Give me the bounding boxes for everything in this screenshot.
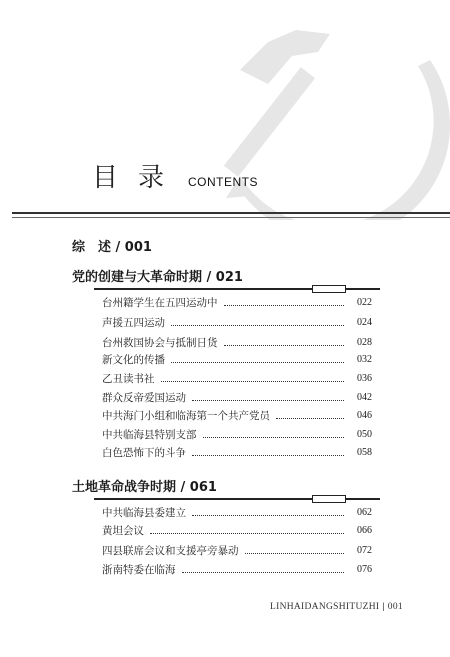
toc-entry-title: 中共海门小组和临海第一个共产党员 [102,409,270,422]
toc-entry-page: 050 [357,428,372,440]
toc-entry-title: 中共临海县特别支部 [102,428,197,441]
toc-entry-page: 036 [357,372,372,384]
contents-heading [92,157,258,194]
toc-entry[interactable] [102,334,372,350]
toc-entry[interactable] [102,294,372,310]
toc-entry-title: 黄坦会议 [102,524,144,537]
toc-entry-page: 024 [357,316,372,328]
section-rule [72,284,380,294]
toc-entry[interactable] [102,504,372,520]
leader-dots [276,417,344,419]
section-title[interactable]: 党的创建与大革命时期 / 021 [72,270,243,285]
toc-entry[interactable] [102,561,372,577]
toc-entry-title: 声援五四运动 [102,316,165,329]
section-rule [72,494,380,504]
toc-entry[interactable] [102,542,372,558]
toc-entry-title: 台州籍学生在五四运动中 [102,296,218,309]
toc-entry-page: 028 [357,336,372,348]
header-rule-thin [12,217,450,218]
toc-entry-page: 042 [357,391,372,403]
overview-heading[interactable]: 综 述 / 001 [72,240,152,255]
toc-entry-title: 新文化的传播 [102,353,165,366]
toc-entry-page: 022 [357,296,372,308]
leader-dots [150,532,344,534]
page-number: 001 [387,602,403,612]
toc-entry-page: 046 [357,409,372,421]
toc-entry[interactable] [102,444,372,460]
toc-entry[interactable] [102,370,372,386]
toc-entry-page: 066 [357,524,372,536]
toc-entry-page: 062 [357,506,372,518]
toc-entry[interactable] [102,314,372,330]
header-rule-thick [12,212,450,214]
leader-dots [192,454,344,456]
toc-entry-title: 台州救国协会与抵制日货 [102,336,218,349]
section-title[interactable]: 土地革命战争时期 / 061 [72,480,217,495]
running-title: LINHAIDANGSHITUZHI [270,602,380,612]
leader-dots [161,380,345,382]
toc-entry[interactable] [102,407,372,423]
toc-entry-page: 076 [357,563,372,575]
contents-title-en: CONTENTS [188,175,259,189]
leader-dots [224,304,345,306]
leader-dots [245,552,345,554]
leader-dots [171,361,344,363]
toc-entry[interactable] [102,522,372,538]
leader-dots [192,514,344,516]
toc-entry-title: 乙丑读书社 [102,372,155,385]
toc-entry-title: 浙南特委在临海 [102,563,176,576]
leader-dots [192,399,344,401]
footer-separator: | [382,602,385,612]
toc-entry-page: 058 [357,446,372,458]
leader-dots [224,344,345,346]
toc-entry-title: 白色恐怖下的斗争 [102,446,186,459]
leader-dots [203,436,345,438]
contents-title-cn: 目录 [92,163,185,193]
leader-dots [182,571,345,573]
toc-entry-title: 四县联席会议和支援亭旁暴动 [102,544,239,557]
toc-entry-page: 072 [357,544,372,556]
toc-entry[interactable] [102,389,372,405]
leader-dots [171,324,344,326]
toc-entry[interactable] [102,426,372,442]
toc-entry-title: 中共临海县委建立 [102,506,186,519]
toc-entry-page: 032 [357,353,372,365]
toc-entry-title: 群众反帝爱国运动 [102,391,186,404]
page-footer [270,602,403,612]
toc-entry[interactable] [102,351,372,367]
